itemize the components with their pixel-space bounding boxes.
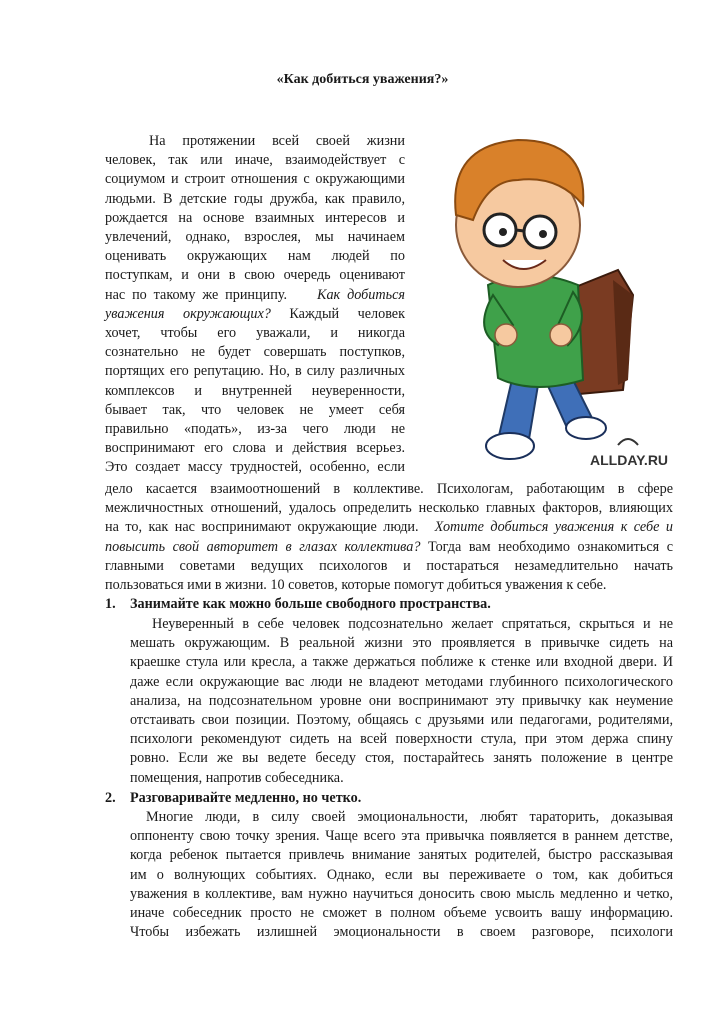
text-line: социумом и строит отношения с окружающими [105, 171, 405, 188]
italic-question: Как добиться [317, 286, 405, 303]
text-line: Это создает массу трудностей, особенно, если [105, 459, 405, 476]
text-line: пользоваться ими в жизни. 10 советов, которые помогут добиться уважения к себе. [105, 577, 607, 594]
text-line: главными советами ведущих психологов и постараться незамедлительно начать [105, 557, 673, 574]
tip-heading [105, 596, 491, 613]
text-line: правильно «подать», из-за чего люди не [105, 421, 405, 438]
italic-question: уважения окружающих? [105, 305, 271, 322]
italic-question: Хотите добиться уважения к себе и [434, 519, 673, 536]
text-line: анализа, на подсознательном уровне они воспринимают эту привычку как неумение [130, 692, 673, 709]
text-line: на то, как нас воспринимают окружающие люди. Хотите добиться уважения к себе и [105, 519, 673, 536]
text-line: дело касается взаимоотношений в коллективе. Психологам, работающим в сфере [105, 481, 673, 497]
text-line: уважения в коллективе, вам нужно научиться доносить свою мысль медленно и четко, [130, 885, 673, 902]
text-line: Чтобы избежать излишней эмоциональности в своем разговоре, психологи [130, 924, 673, 941]
page-title: «Как добиться уважения?» [276, 72, 449, 87]
text-line: повысить свой авторитет в глазах коллектива? Тогда вам необходимо ознакомиться с [105, 538, 673, 555]
text-line: помещения, напротив собеседника. [130, 769, 344, 786]
text-line: портящих его репутацию. Но, в силу различных [105, 363, 405, 380]
text-line: комплексов и внутренней неуверенности, [105, 382, 405, 399]
text-line: людьми. В детские годы дружба, как правило, [105, 190, 405, 207]
intro-text-wrapped [105, 132, 405, 478]
text-line: сознательно не будет совершать поступков, [105, 344, 405, 361]
cartoon-boy-illustration [418, 120, 680, 480]
tip-number: 1. [105, 596, 116, 612]
text-line: На протяжении всей своей жизни [149, 133, 405, 149]
text-line: иначе собеседник просто не сможет в полном объеме усвоить вашу информацию. [130, 905, 673, 922]
watermark-text: ALLDAY.RU [590, 452, 669, 468]
text-line: бывает так, что человек не умеет себя [105, 401, 405, 418]
text-line: когда ребенок пытается привлечь внимание занятых родителей, быстро рассказывая [130, 847, 673, 864]
text-line: увлечений, однако, взрослея, мы начинаем [105, 229, 405, 246]
tip-title: Занимайте как можно больше свободного пространства. [130, 596, 491, 612]
tip-body [130, 615, 673, 788]
tip-body [130, 808, 673, 942]
text-line: краешке стула или кресла, а также держаться поближе к стенке или входной двери. И [130, 654, 673, 671]
text-line: Многие люди, в силу своей эмоциональности, любят тараторить, доказывая [146, 809, 673, 825]
text-line: отстаивать свои позиции. Поэтому, общаясь с друзьями или педагогами, родителями, [130, 712, 673, 729]
text-line: им о волнующих событиях. Однако, если вы переживаете о том, как добиться [130, 866, 673, 883]
tip-number: 2. [105, 790, 116, 806]
text-line: даже если окружающие вас люди не владеют методами глубинного психологического [130, 673, 673, 690]
text-line: уважения окружающих? Каждый человек [105, 305, 405, 322]
text-line: оппоненту свою точку зрения. Чаще всего эта привычка появляется в раннем детстве, [130, 828, 673, 845]
text-line: мешать окружающим. В реальной жизни это проявляется в привычке сидеть на [130, 635, 673, 652]
tip-heading [105, 790, 361, 807]
text-line: психологи рекомендуют сидеть на всей поверхности стула, при этом держа спину [130, 731, 673, 748]
text-line: воспринимают его слова и действия всерьез. [105, 440, 405, 457]
text-line: рождается на основе взаимных интересов и [105, 209, 405, 226]
tip-title: Разговаривайте медленно, но четко. [130, 790, 362, 806]
text-line: оценивать окружающих нам людей по [105, 248, 405, 265]
text-line: межличностных отношений, удалось определить несколько главных факторов, влияющих [105, 500, 673, 517]
italic-question: повысить свой авторитет в глазах коллектива? [105, 538, 421, 555]
intro-text-full [105, 480, 673, 595]
text-line: ровно. Если же вы ведете беседу стоя, постарайтесь занять положение в центре [130, 750, 673, 767]
text-line: человек, так или иначе, взаимодействует с [105, 152, 405, 169]
text-line: хочет, чтобы его уважали, и никогда [105, 325, 405, 342]
text-line: поступкам, и они в свою очередь оценивают [105, 267, 405, 284]
text-line: Неуверенный в себе человек подсознательно желает спрятаться, скрыться и не [152, 616, 673, 632]
text-line: нас по такому же принципу. Как добиться [105, 286, 405, 303]
